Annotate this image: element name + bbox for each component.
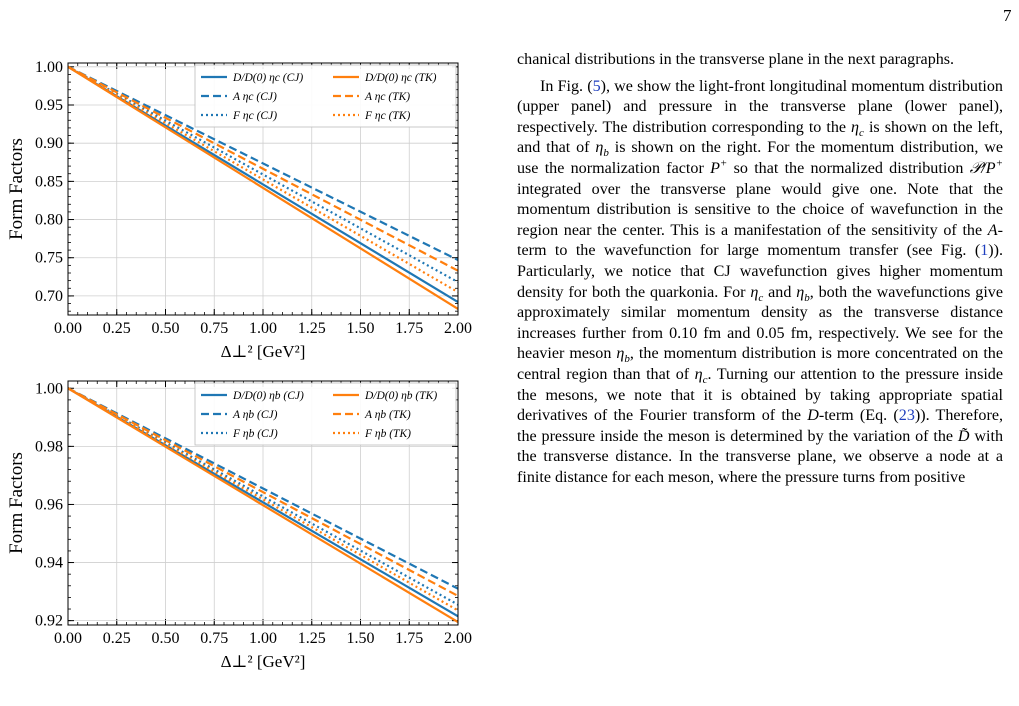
x-tick-label: 0.50 (151, 320, 180, 337)
x-tick-label: 0.00 (54, 630, 82, 647)
paragraph-2 (517, 77, 1003, 489)
math-symbol: A (987, 221, 998, 239)
math-symbol: η (595, 139, 604, 157)
text-run: with the transverse distance. In the transverse plane, we observe a node at a finite distance for each meson, where the pressure turns from positive (517, 427, 1004, 486)
reference-link[interactable]: 5 (592, 77, 601, 95)
x-tick-label: 1.25 (297, 320, 326, 337)
math-symbol: c (758, 291, 764, 304)
x-tick-label: 1.75 (395, 320, 424, 337)
legend-label: D/D(0) ηc (TK) (365, 72, 437, 84)
y-tick-label: 0.96 (35, 496, 63, 514)
text-run: -term (Eq. ( (818, 407, 899, 425)
math-symbol: + (995, 157, 1003, 170)
x-axis-label: Δ⊥² [GeV²] (220, 652, 306, 671)
math-symbol: 𝒫/P (969, 159, 996, 177)
math-symbol: + (719, 157, 728, 170)
legend-label: A ηc (CJ) (233, 91, 277, 103)
y-tick-label: 0.75 (35, 249, 63, 267)
x-axis-label: Δ⊥² [GeV²] (220, 342, 306, 361)
legend-label: A ηb (TK) (365, 409, 411, 421)
math-symbol: P (710, 159, 720, 177)
reference-link[interactable]: 23 (898, 407, 915, 425)
legend-label: F ηc (CJ) (233, 110, 278, 122)
y-tick-label: 1.00 (35, 58, 63, 76)
legend-label: A ηb (CJ) (233, 409, 278, 421)
math-symbol: c (702, 374, 708, 387)
x-tick-label: 1.50 (346, 630, 375, 647)
y-tick-label: 0.98 (35, 438, 63, 456)
x-tick-label: 0.25 (102, 630, 131, 647)
math-symbol: b (804, 291, 810, 304)
y-tick-label: 0.92 (35, 612, 63, 630)
y-axis-label: Form Factors (6, 452, 27, 554)
math-symbol: η (851, 118, 860, 136)
x-tick-label: 1.25 (297, 630, 326, 647)
chart-1 (6, 59, 472, 361)
y-tick-label: 0.70 (35, 287, 63, 305)
x-tick-label: 0.75 (200, 320, 229, 337)
text-run: so that the normalized distribution (727, 159, 970, 177)
text-run: , both the wavefunctions give approximately similar momentum density as the transverse distance increases further from 0.10 fm and 0.05 fm, respectively. We see for the heavier meson (517, 283, 1003, 363)
y-tick-label: 1.00 (35, 380, 63, 398)
text-run: . Turning our attention to the pressure inside the mesons, we note that it is obtained by taking appropriate spatial derivatives of the Fourier transform of the (517, 365, 1003, 425)
legend-label: F ηb (CJ) (233, 428, 278, 440)
x-tick-label: 0.25 (102, 320, 131, 337)
legend-label: D/D(0) ηc (CJ) (233, 72, 304, 84)
legend (195, 65, 456, 127)
x-tick-label: 0.75 (200, 630, 229, 647)
legend-label: F ηc (TK) (365, 110, 411, 122)
chart-2 (6, 380, 472, 671)
y-tick-label: 0.85 (35, 173, 63, 191)
x-tick-label: 1.00 (249, 630, 277, 647)
text-run: )). Particularly, we notice that CJ wavefunction gives higher momentum density for both the quarkonia. For (517, 242, 1003, 301)
paragraph-1: chanical distributions in the transverse plane in the next paragraphs. (517, 51, 955, 68)
legend-label: D/D(0) ηb (TK) (365, 390, 438, 402)
x-tick-label: 0.50 (151, 630, 180, 647)
page-number: 7 (1003, 6, 1012, 25)
body-text-column (517, 50, 1003, 488)
y-axis-label: Form Factors (6, 138, 27, 240)
legend-label: A ηc (TK) (365, 91, 411, 103)
text-run: ), we show the light-front longitudinal momentum distribution (upper panel) and pressure in the transverse plane (lower panel), respectively. The distribution corresponding to the (517, 77, 1003, 136)
text-run: In Fig. ( (540, 77, 593, 95)
text-run: is shown on the left, and that of (517, 118, 1004, 157)
reference-link[interactable]: 1 (980, 242, 989, 260)
x-tick-label: 1.00 (249, 320, 277, 337)
math-symbol: b (603, 147, 609, 160)
x-tick-label: 0.00 (54, 320, 82, 337)
math-symbol: η (750, 283, 759, 301)
y-tick-label: 0.80 (35, 211, 63, 229)
y-tick-label: 0.94 (35, 554, 63, 572)
text-run: and (763, 283, 797, 301)
math-symbol: η (616, 345, 625, 363)
x-tick-label: 2.00 (444, 320, 472, 337)
y-tick-label: 0.90 (35, 135, 63, 153)
text-run: is shown on the right. For the momentum distribution, we use the normalization factor (517, 139, 1003, 177)
text-run: )). Therefore, the pressure inside the meson is determined by the variation of the (517, 407, 1003, 445)
legend (195, 383, 456, 445)
math-symbol: D̃ (957, 427, 970, 445)
math-symbol: D (807, 407, 819, 425)
math-symbol: η (796, 283, 805, 301)
x-tick-label: 1.50 (346, 320, 375, 337)
legend-label: D/D(0) ηb (CJ) (233, 390, 304, 402)
x-tick-label: 1.75 (395, 630, 424, 647)
math-symbol: η (694, 365, 703, 383)
y-tick-label: 0.95 (35, 97, 63, 114)
text-run: -term to the wavefunction for large momentum transfer (see Fig. ( (517, 221, 1003, 260)
math-symbol: b (624, 353, 630, 366)
text-run: integrated over the transverse plane would give one. Note that the momentum distribution is sensitive to the choice of wavefunction in the region near the center. This is a manifestation of the sensitivity of the (517, 180, 1003, 239)
text-run: , the momentum distribution is more concentrated on the central region than that of (517, 345, 1003, 383)
x-tick-label: 2.00 (444, 630, 472, 647)
legend-label: F ηb (TK) (365, 428, 411, 440)
math-symbol: c (859, 127, 864, 139)
